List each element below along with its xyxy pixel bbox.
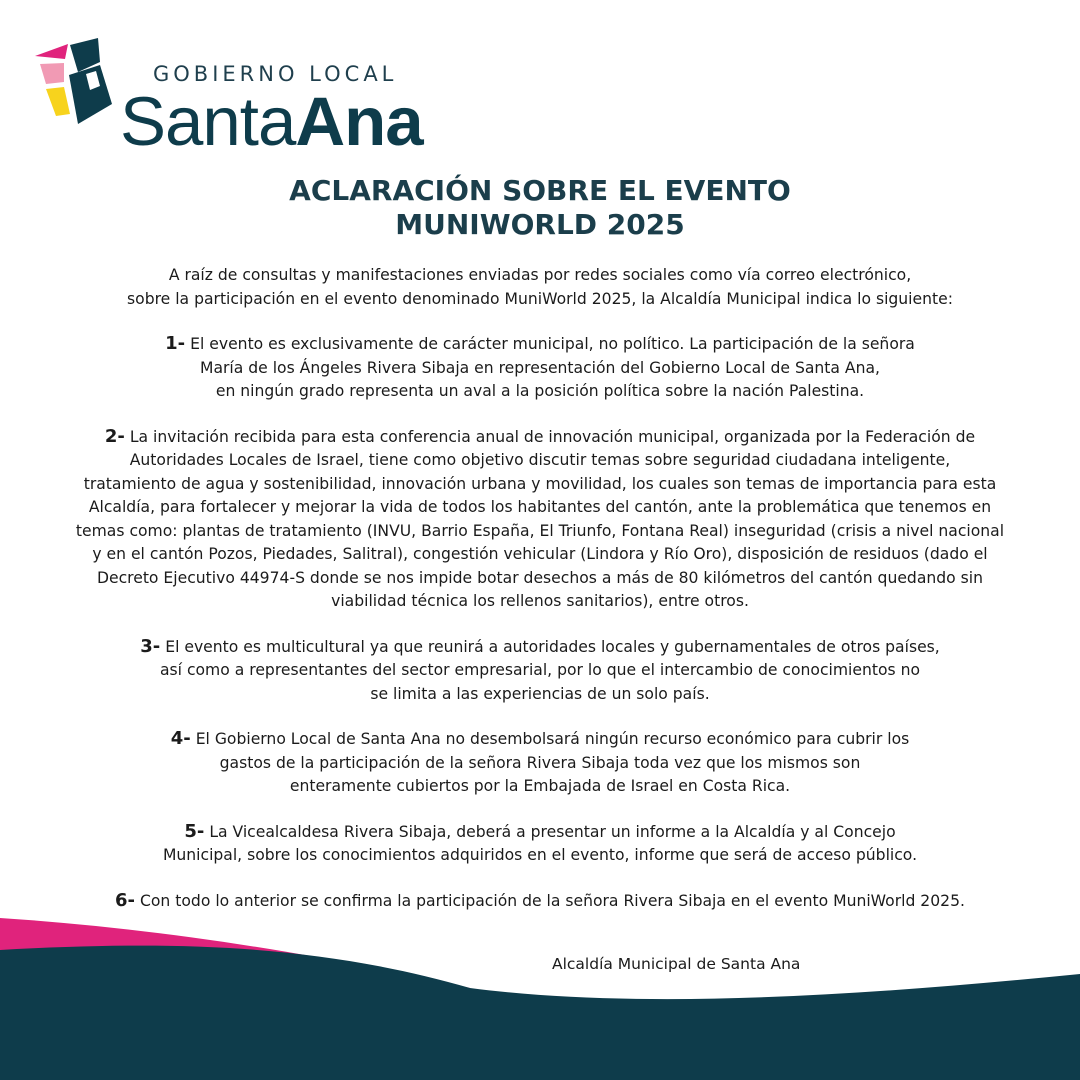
brand-name-part1: Santa: [120, 83, 296, 160]
point-line: viabilidad técnica los rellenos sanitarios), entre otros.: [331, 592, 749, 610]
intro-paragraph: [44, 264, 1036, 311]
title-line-2: MUNIWORLD 2025: [395, 208, 685, 241]
brand-name: [120, 82, 423, 162]
point-line: temas como: plantas de tratamiento (INVU, Barrio España, El Triunfo, Fontana Real) inseguridad (crisis a nivel nacional: [75, 521, 1005, 540]
point-4: [44, 727, 1036, 799]
point-line: La invitación recibida para esta conferencia anual de innovación municipal, organizada por la Federación de: [129, 427, 976, 446]
point-line: Con todo lo anterior se confirma la participación de la señora Rivera Sibaja en el evento MuniWorld 2025.: [140, 891, 965, 910]
point-line: así como a representantes del sector empresarial, por lo que el intercambio de conocimientos no: [159, 661, 921, 679]
point-line: El evento es multicultural ya que reunirá a autoridades locales y gubernamentales de otros países,: [165, 637, 940, 656]
point-line: se limita a las experiencias de un solo país.: [370, 684, 710, 703]
point-line: El Gobierno Local de Santa Ana no desembolsará ningún recurso económico para cubrir los: [195, 730, 910, 748]
point-line: enteramente cubiertos por la Embajada de Israel en Costa Rica.: [289, 777, 791, 795]
point-line: Municipal, sobre los conocimientos adquiridos en el evento, informe que será de acceso público.: [162, 846, 918, 864]
point-number: 5-: [184, 820, 205, 842]
document-title: [0, 174, 1080, 242]
point-line: y en el cantón Pozos, Piedades, Salitral), congestión vehicular (Lindora y Río Oro), disposición de residuos (dado el: [92, 545, 988, 563]
intro-line: A raíz de consultas y manifestaciones enviadas por redes sociales como vía correo electrónico,: [168, 266, 912, 284]
point-line: Alcaldía, para fortalecer y mejorar la vida de todos los habitantes del cantón, ante la problemática que tenemos en: [88, 498, 992, 516]
brand-name-part2: Ana: [295, 83, 423, 160]
footer-wave: [0, 900, 1080, 1080]
point-line: tratamiento de agua y sostenibilidad, innovación urbana y movilidad, los cuales son temas de importancia para esta: [83, 474, 997, 493]
point-2: [44, 425, 1036, 614]
point-5: [44, 820, 1036, 868]
intro-line: sobre la participación en el evento denominado MuniWorld 2025, la Alcaldía Municipal indica lo siguiente:: [127, 289, 953, 308]
logo: [34, 30, 494, 160]
document-body: [44, 264, 1036, 934]
point-line: gastos de la participación de la señora Rivera Sibaja toda vez que los mismos son: [219, 753, 861, 772]
point-number: 3-: [140, 635, 161, 657]
point-1: [44, 332, 1036, 404]
point-number: 1-: [165, 333, 186, 354]
point-line: María de los Ángeles Rivera Sibaja en representación del Gobierno Local de Santa Ana,: [200, 358, 880, 377]
brand-subtitle: GOBIERNO LOCAL: [153, 62, 398, 86]
santa-ana-logo-mark-icon: [34, 34, 114, 126]
title-line-1: ACLARACIÓN SOBRE EL EVENTO: [289, 174, 791, 207]
point-line: La Vicealcaldesa Rivera Sibaja, deberá a presentar un informe a la Alcaldía y al Concejo: [209, 822, 896, 841]
point-line: Decreto Ejecutivo 44974-S donde se nos impide botar desechos a más de 80 kilómetros del cantón quedando sin: [96, 568, 983, 587]
point-3: [44, 635, 1036, 707]
point-line: El evento es exclusivamente de carácter municipal, no político. La participación de la señora: [190, 335, 915, 353]
signature: Alcaldía Municipal de Santa Ana: [552, 955, 801, 973]
point-line: en ningún grado representa un aval a la posición política sobre la nación Palestina.: [215, 382, 865, 400]
point-line: Autoridades Locales de Israel, tiene como objetivo discutir temas sobre seguridad ciudadana inteligente,: [129, 451, 951, 469]
point-number: 6-: [115, 889, 136, 911]
point-number: 2-: [104, 425, 125, 447]
point-number: 4-: [170, 728, 191, 749]
